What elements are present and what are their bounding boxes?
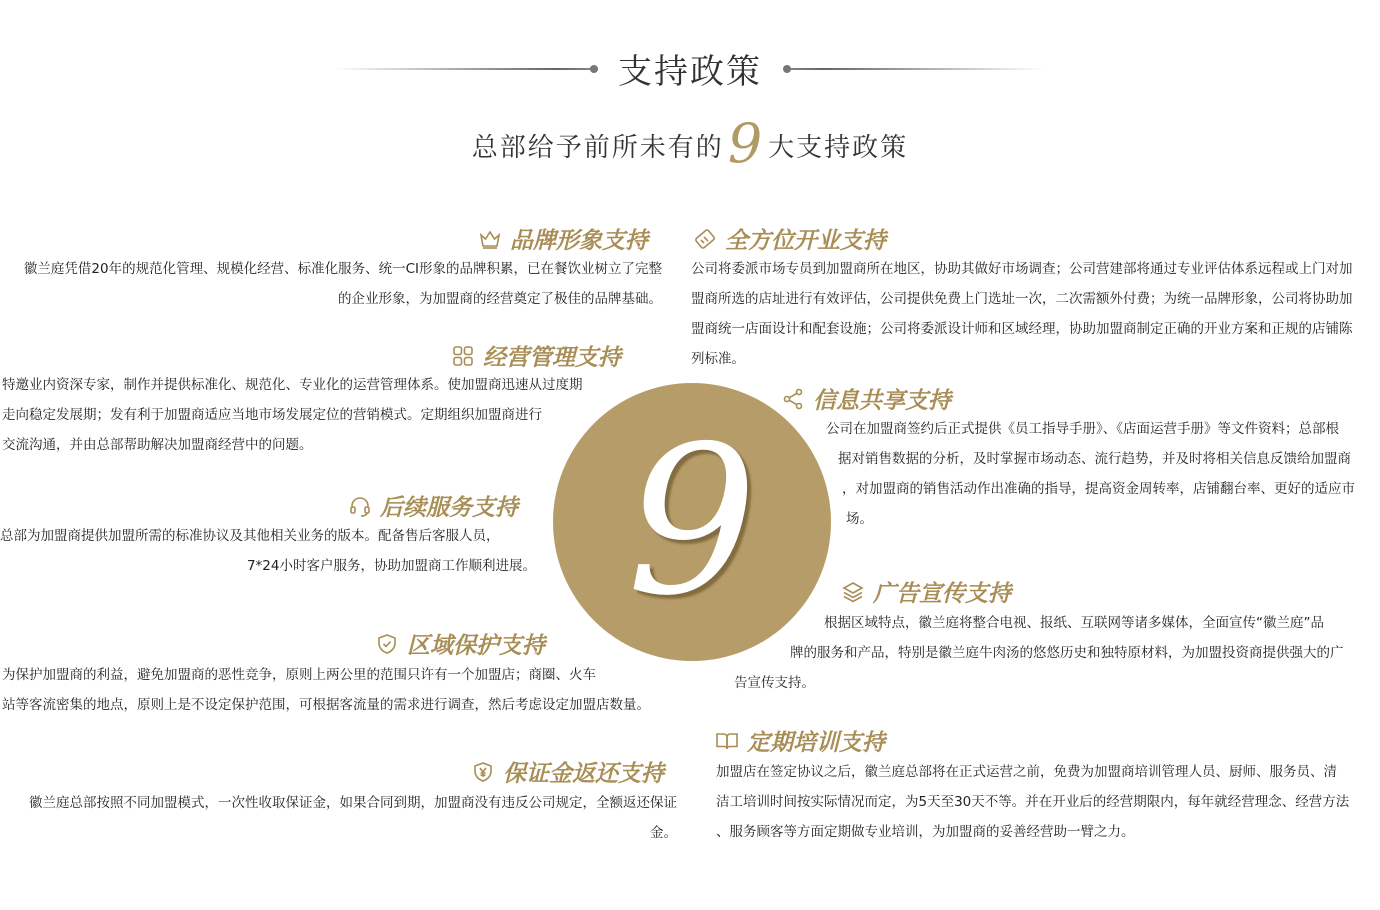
text-line: 总部为加盟商提供加盟所需的标准协议及其他相关业务的版本。配备售后客服人员， [0, 528, 500, 544]
section-body-info [826, 414, 1378, 534]
text-line: 徽兰庭总部按照不同加盟模式，一次性收取保证金，如果合同到期，加盟商没有违反公司规定，全额返还保证 [29, 795, 677, 811]
section-title-management [451, 339, 621, 372]
subtitle-text-before: 总部给予前所未有的 [471, 133, 724, 163]
text-line: 、服务顾客等方面定期做专业培训，为加盟商的妥善经营助一臂之力。 [716, 824, 1135, 840]
text-line: 列标准。 [691, 351, 745, 367]
text-line: 公司在加盟商签约后正式提供《员工指导手册》、《店面运营手册》等文件资料；总部根 [826, 421, 1339, 437]
text-line: 牌的服务和产品，特别是徽兰庭牛肉汤的悠悠历史和独特原材料，为加盟投资商提供强大的广 [790, 645, 1344, 661]
section-title-opening [693, 222, 886, 255]
text-line: 据对销售数据的分析，及时掌握市场动态、流行趋势，并及时将相关信息反馈给加盟商 [838, 451, 1351, 467]
section-title-service [348, 489, 518, 522]
section-body-region [2, 660, 682, 720]
section-title-info [781, 382, 951, 415]
section-body-management [2, 370, 622, 460]
section-title-brand [478, 222, 648, 255]
text-line: 根据区域特点，徽兰庭将整合电视、报纸、互联网等诸多媒体，全面宣传“徽兰庭”品 [824, 615, 1324, 631]
text-line: 特邀业内资深专家，制作并提供标准化、规范化、专业化的运营管理体系。使加盟商迅速从过度期 [2, 377, 583, 393]
page-title: 支持政策 [618, 52, 762, 92]
text-line: 7*24小时客户服务，协助加盟商工作顺利进展。 [246, 558, 536, 574]
headset-icon [348, 494, 372, 518]
section-body-deposit [0, 788, 677, 848]
title-rule-dot-left [590, 65, 598, 73]
center-number: 9 [626, 403, 758, 641]
section-body-service [0, 521, 536, 581]
text-line: 走向稳定发展期；发有利于加盟商适应当地市场发展定位的营销模式。定期组织加盟商进行 [2, 407, 542, 423]
crown-icon [478, 227, 502, 251]
section-title-service-label: 后续服务支持 [380, 494, 518, 521]
text-line: 公司将委派市场专员到加盟商所在地区，协助其做好市场调查；公司营建部将通过专业评估体系远程或上门对加 [691, 261, 1353, 277]
text-line: 洁工培训时间按实际情况而定，为5天至30天不等。并在开业后的经营期限内，每年就经营理念、经营方法 [716, 794, 1350, 810]
text-line: 盟商所选的店址进行有效评估，公司提供免费上门选址一次，二次需额外付费；为统一品牌形象，公司将协助加 [691, 291, 1353, 307]
section-title-brand-label: 品牌形象支持 [510, 227, 648, 254]
text-line: ，对加盟商的销售活动作出准确的指导，提高资金周转率，店铺翻台率、更好的适应市 [842, 481, 1355, 497]
title-rule-right [785, 68, 1045, 70]
section-body-opening [691, 254, 1380, 374]
text-line: 盟商统一店面设计和配套设施；公司将委派设计师和区域经理，协助加盟商制定正确的开业方案和正规的店铺陈 [691, 321, 1353, 337]
text-line: 加盟店在签定协议之后，徽兰庭总部将在正式运营之前，免费为加盟商培训管理人员、厨师、服务员、清 [716, 764, 1337, 780]
text-line: 的企业形象，为加盟商的经营奠定了极佳的品牌基础。 [338, 291, 662, 307]
section-body-ads [734, 608, 1370, 698]
section-title-ads-label: 广告宣传支持 [873, 580, 1011, 607]
layers-icon [841, 580, 865, 604]
section-title-deposit-label: 保证金返还支持 [503, 760, 664, 787]
share-icon [781, 387, 805, 411]
title-rule-left [335, 68, 595, 70]
section-title-training-label: 定期培训支持 [747, 729, 885, 756]
handshake-icon [693, 227, 717, 251]
section-title-info-label: 信息共享支持 [813, 387, 951, 414]
page-subtitle [0, 112, 1380, 175]
text-line: 场。 [846, 511, 873, 527]
section-body-training [716, 757, 1376, 847]
section-body-brand [0, 254, 662, 314]
section-title-training [715, 724, 885, 757]
section-title-management-label: 经营管理支持 [483, 344, 621, 371]
title-rule-dot-right [783, 65, 791, 73]
text-line: 交流沟通，并由总部帮助解决加盟商经营中的问题。 [2, 437, 313, 453]
text-line: 为保护加盟商的利益，避免加盟商的恶性竞争，原则上两公里的范围只许有一个加盟店；商圈、火车 [2, 667, 596, 683]
subtitle-text-after: 大支持政策 [768, 133, 909, 163]
section-title-region-label: 区域保护支持 [407, 632, 545, 659]
yen-shield-icon [471, 760, 495, 784]
grid-icon [451, 344, 475, 368]
section-title-opening-label: 全方位开业支持 [725, 227, 886, 254]
text-line: 告宣传支持。 [734, 675, 815, 691]
section-title-deposit [471, 755, 664, 788]
book-icon [715, 729, 739, 753]
section-title-ads [841, 575, 1011, 608]
subtitle-number: 9 [727, 112, 765, 175]
text-line: 徽兰庭凭借20年的规范化管理、规模化经营、标准化服务、统一CI形象的品牌积累，已在餐饮业树立了完整 [23, 261, 662, 277]
text-line: 金。 [650, 825, 677, 841]
text-line: 站等客流密集的地点，原则上是不设定保护范围，可根据客流量的需求进行调查，然后考虑设定加盟店数量。 [2, 697, 650, 713]
shield-check-icon [375, 632, 399, 656]
section-title-region [375, 627, 545, 660]
